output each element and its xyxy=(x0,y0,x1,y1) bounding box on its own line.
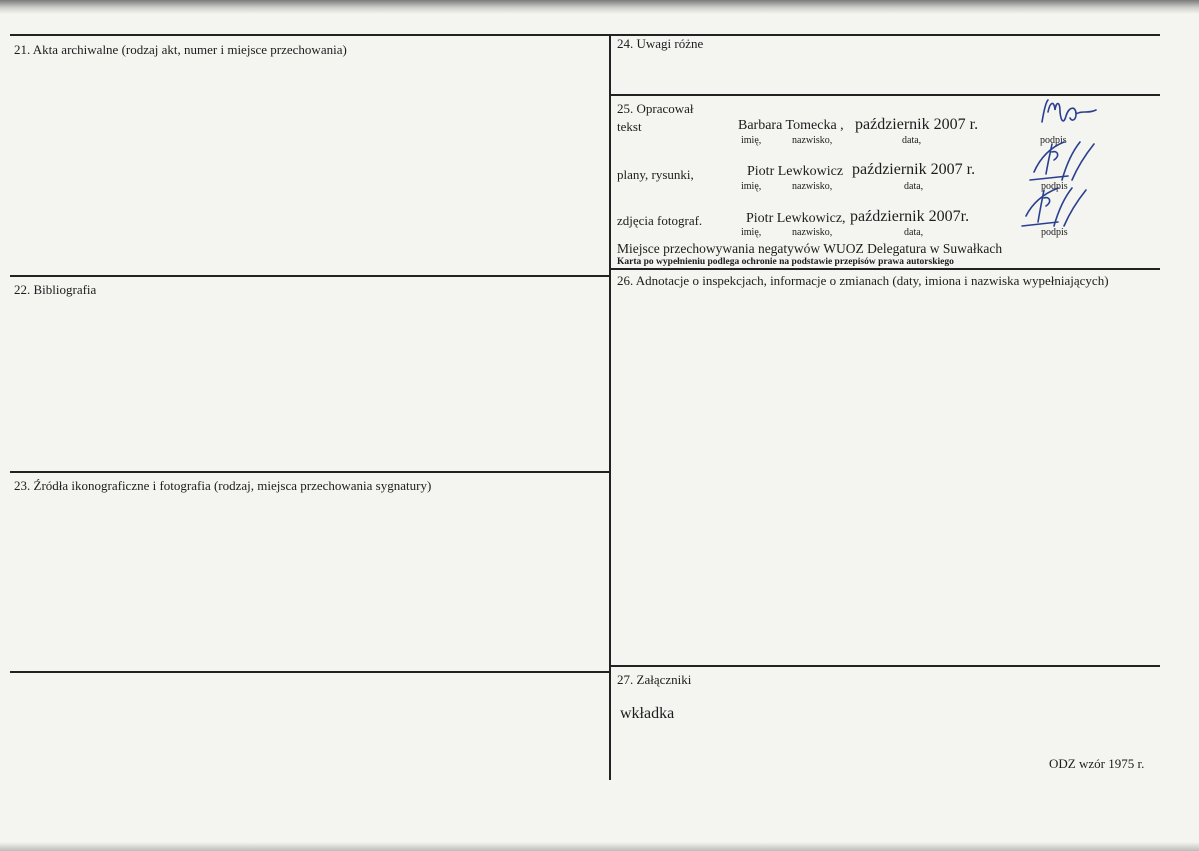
author-role-text: tekst xyxy=(617,119,642,134)
section-27-label: 27. Załączniki xyxy=(617,672,692,687)
caption-signature: podpis xyxy=(1041,181,1068,192)
author-date-photos: październik 2007r. xyxy=(850,208,970,225)
rule-23-bottom xyxy=(10,671,609,673)
column-divider xyxy=(609,34,611,780)
caption-first-name: imię, xyxy=(741,135,762,146)
section-24-label: 24. Uwagi różne xyxy=(617,36,704,51)
rule-26-27 xyxy=(611,665,1160,667)
section-21-label: 21. Akta archiwalne (rodzaj akt, numer i miejsce przechowania) xyxy=(14,42,347,57)
signature-3-icon xyxy=(1018,180,1090,238)
caption-surname: nazwisko, xyxy=(792,227,833,238)
caption-date: data, xyxy=(904,227,924,238)
top-rule xyxy=(10,34,1160,36)
caption-signature: podpis xyxy=(1040,135,1067,146)
rule-21-22 xyxy=(10,275,609,277)
attachments-value: wkładka xyxy=(620,705,675,722)
rule-22-23 xyxy=(10,471,609,473)
negatives-location: Miejsce przechowywania negatywów WUOZ Delegatura w Suwałkach xyxy=(617,241,1003,256)
section-25-label: 25. Opracował xyxy=(617,101,694,116)
author-name-text: Barbara Tomecka , xyxy=(738,118,844,133)
author-name-photos: Piotr Lewkowicz, xyxy=(746,211,846,226)
copyright-note: Karta po wypełnieniu podlega ochronie na podstawie przepisów prawa autorskiego xyxy=(617,257,954,267)
caption-surname: nazwisko, xyxy=(792,135,833,146)
caption-first-name: imię, xyxy=(741,227,762,238)
author-role-photos: zdjęcia fotograf. xyxy=(617,213,703,228)
caption-date: data, xyxy=(904,181,924,192)
section-26-label: 26. Adnotacje o inspekcjach, informacje o zmianach (daty, imiona i nazwiska wypełniających) xyxy=(617,273,1109,288)
caption-first-name: imię, xyxy=(741,181,762,192)
scan-edge-top xyxy=(0,0,1199,14)
caption-surname: nazwisko, xyxy=(792,181,833,192)
author-role-plans: plany, rysunki, xyxy=(617,167,694,182)
scan-edge-bottom xyxy=(0,842,1199,851)
author-name-plans: Piotr Lewkowicz xyxy=(747,164,844,179)
section-23-label: 23. Źródła ikonograficzne i fotografia (rodzaj, miejsca przechowania sygnatury) xyxy=(14,478,432,493)
caption-signature: podpis xyxy=(1041,227,1068,238)
section-22-label: 22. Bibliografia xyxy=(14,282,97,297)
caption-date: data, xyxy=(902,135,922,146)
author-date-plans: październik 2007 r. xyxy=(852,161,976,178)
form-version: ODZ wzór 1975 r. xyxy=(1049,756,1145,771)
author-date-text: październik 2007 r. xyxy=(855,116,979,133)
rule-25-26 xyxy=(611,268,1160,270)
